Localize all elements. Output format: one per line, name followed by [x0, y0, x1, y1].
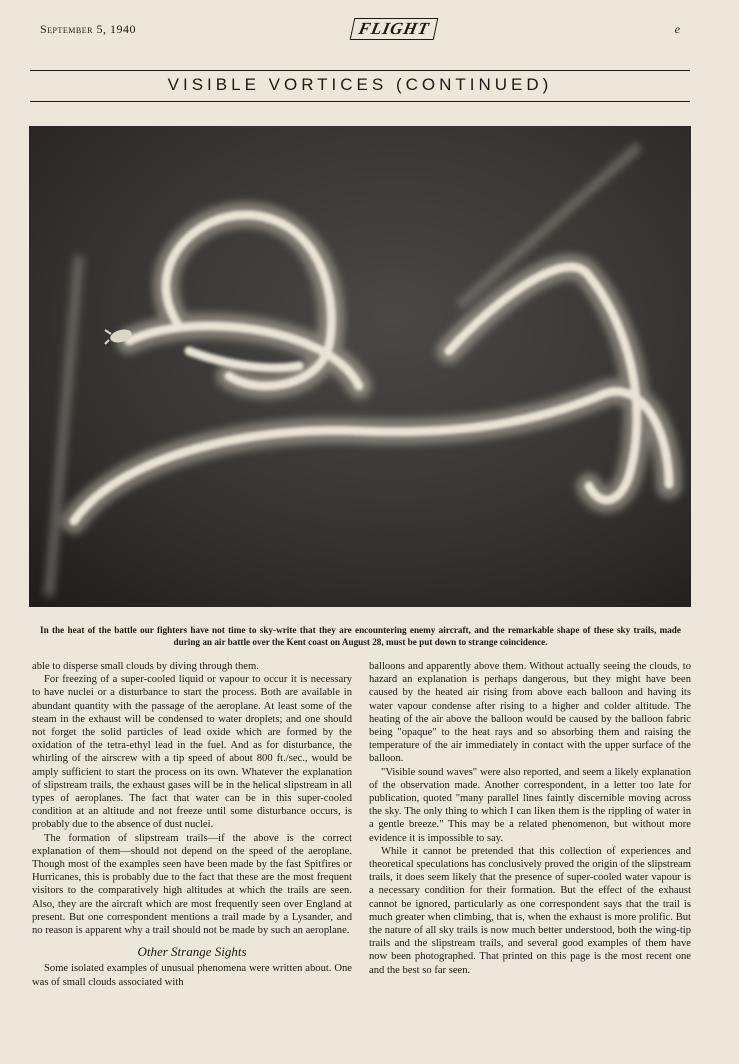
page-folio: e [674, 22, 680, 36]
headline-rule-bottom [30, 101, 690, 102]
text-column-right [369, 660, 691, 977]
text-column-left [32, 660, 352, 989]
headline-rule-top [30, 70, 690, 71]
article-headline: VISIBLE VORTICES (CONTINUED) [167, 75, 553, 94]
paragraph: Some isolated examples of unusual phenomena were written about. One was of small clouds associated with [32, 963, 352, 988]
paragraph: able to disperse small clouds by diving through them. [32, 661, 259, 672]
paragraph: "Visible sound waves" were also reported, and seem a likely explanation of the observation made. Another correspondent, in a letter too late for publication, quoted "many parallel lines faintly discernible moving across the sky. The only thing to which I can liken them is the rippling of water in a gentle breeze." This may be a related phenomenon, but without more evidence it is impossible to say. [369, 766, 691, 844]
photo-caption: In the heat of the battle our fighters have not time to sky-write that they are encountering enemy aircraft, and the remarkable shape of these sky trails, made during an air battle over the Kent coast on August 28, must be put down to strange coincidence. [40, 625, 681, 647]
paragraph: balloons and apparently above them. Without actually seeing the clouds, to hazard an explanation is perhaps dangerous, but they might have been caused by the heated air rising from above each balloon and having its water vapour condense after rising to a higher and colder altitude. The heating of the air above the balloon would be caused by the balloon fabric being "opaque" to the heat rays and so absorbing them and raising the temperature of the air immediately in contact with the upper surface of the balloon. [369, 661, 691, 765]
sky-trails-photo-art [29, 126, 691, 607]
sky-trails-photograph [29, 126, 691, 607]
section-subheading: Other Strange Sights [137, 944, 247, 960]
paragraph: For freezing of a super-cooled liquid or vapour to occur it is necessary to have nuclei or a disturbance to start the process. Both are available in abundant quantity with the passage of the aeroplane. At least some of the steam in the exhaust will be condensed to water droplets; and one should not forget the solid particles of lead oxide which are formed by the oxidation of the tetra-ethyl lead in the fuel. And as for disturbance, the whirling of the airscrew with a tip speed of about 800 ft./sec., would be amply sufficient to start the process on its own. Whatever the explanation of slipstream trails, the exhaust gases will be in the helical slipstream in all types of aeroplanes. The fact that water can be in this super-cooled condition at an altitude and not freeze until some disturbance occurs, is probably due to the absence of dust nuclei. [32, 674, 352, 831]
issue-date: September 5, 1940 [40, 22, 136, 36]
paragraph: The formation of slipstream trails—if the above is the correct explanation of them—should not depend on the speed of the aeroplane. Though most of the examples seen have been made by the fast Spitfires or Hurricanes, this is probably due to the fact that these are the most frequent visitors to the comparatively high altitudes at which the trails are seen. Also, they are the aircraft which are most frequently seen over England at present. But one correspondent mentions a trail made by a Lysander, and no reason is apparent why a trail should not be made by such an aeroplane. [32, 832, 352, 937]
paragraph: While it cannot be pretended that this collection of experiences and theoretical speculations has conclusively proved the origin of the slipstream trails, it does seem likely that the presence of super-cooled water vapour is a necessary condition for their formation. But the effect of the exhaust cannot be ignored, particularly as one correspondent says that the trail is much greater when climbing, that is, when the exhaust is more prolific. But the nature of all sky trails is now much better understood, both the wing-tip trails and the slipstream trails, and several good examples of them have now been photographed. That printed on this page is the most recent one and the best so far seen. [369, 845, 691, 976]
flight-logo: FLIGHT [350, 18, 439, 40]
masthead [30, 18, 690, 42]
